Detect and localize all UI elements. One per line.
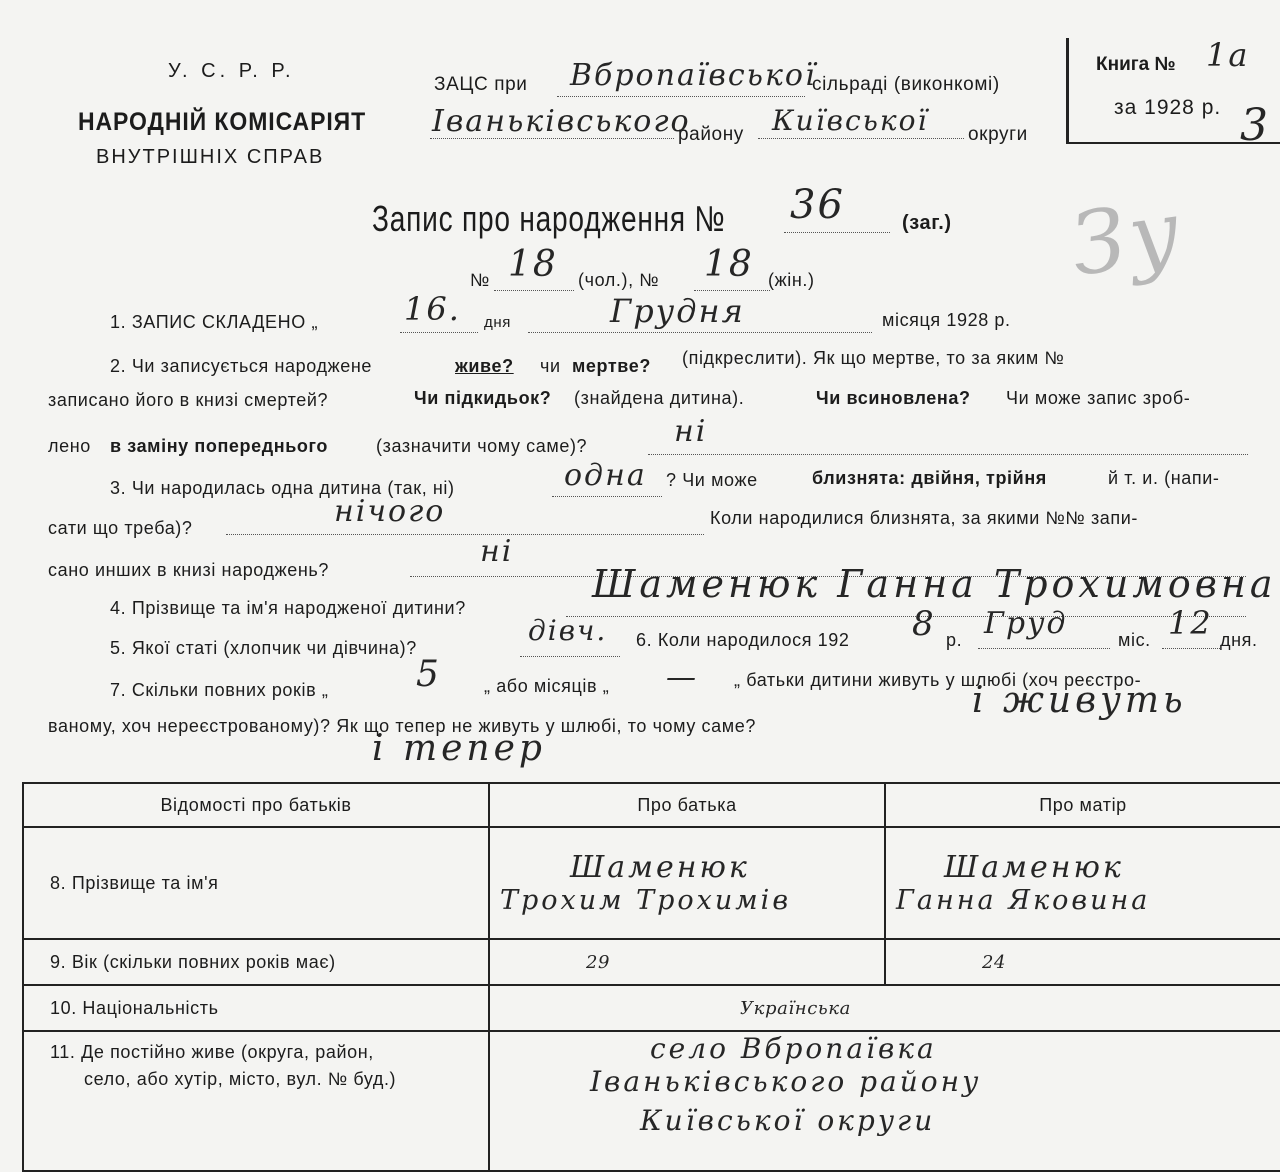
district-label: району	[678, 124, 744, 145]
row-age-label: 9. Вік (скільки повних років має)	[23, 939, 489, 985]
mother-given: Ганна Яковина	[896, 885, 1151, 916]
q3-line3-a: сано инших в книзі народжень?	[48, 560, 330, 580]
row-residence-cell	[23, 1031, 489, 1171]
q2-dead: мертве?	[572, 356, 651, 376]
q6-day: 12	[1168, 604, 1213, 642]
q7-answer1: і живуть	[972, 680, 1187, 721]
father-surname: Шаменюк	[570, 850, 750, 885]
col-father: Про батька	[489, 783, 885, 827]
q3-line2-a: сати що треба)?	[48, 518, 193, 538]
residence-line-3: Київської округи	[640, 1104, 936, 1137]
village-handwritten: Вбропаївської	[570, 58, 817, 93]
q1-month-label: місяця 1928 р.	[882, 310, 1011, 330]
residence-value-cell	[489, 1031, 1280, 1171]
q4-answer: Шаменюк Ганна Трохимовна	[592, 562, 1277, 606]
okrug-line	[758, 138, 964, 139]
col-mother: Про матір	[885, 783, 1280, 827]
record-number: 36	[790, 182, 845, 228]
q6-day-line	[1162, 648, 1220, 649]
q7-line2-a: ваному, хоч нереєстрованому)? Як що тепер не живуть у шлюбі, то чому саме?	[48, 716, 756, 736]
q5-answer-line	[520, 656, 620, 657]
table-row	[23, 939, 1280, 985]
row-nationality-label: 10. Національність	[23, 985, 489, 1031]
q2-line2-b: (знайдена дитина).	[574, 388, 745, 408]
record-number-line	[784, 232, 890, 233]
q1-month: Грудня	[610, 292, 745, 330]
ussr-label: У. С. Р. Р.	[168, 60, 295, 82]
q2-found: Чи підкидьок?	[414, 388, 552, 408]
female-label: (жін.)	[768, 270, 815, 290]
ministry-label: НАРОДНІЙ КОМІСАРІЯТ	[78, 108, 367, 136]
book-label: Книга №	[1096, 54, 1176, 75]
q6-month-label: міс.	[1118, 630, 1151, 650]
male-no-label: №	[470, 270, 490, 290]
mother-name-cell	[885, 827, 1280, 939]
record-total-label: (заг.)	[902, 212, 952, 234]
q3-line1-c: й т. и. (напи-	[1108, 468, 1220, 488]
nationality-value: Українська	[489, 985, 1280, 1031]
stamp-mark: Зу	[1065, 181, 1190, 296]
q7-years: 5	[416, 654, 441, 695]
q6-year-suffix: р.	[946, 630, 963, 650]
male-number: 18	[508, 244, 558, 285]
q6-day-label: дня.	[1220, 630, 1258, 650]
row-residence-label: 11. Де постійно живе (округа, район,	[50, 1042, 374, 1062]
q2-line1-a: 2. Чи записується народжене	[110, 356, 372, 376]
q3-answer1-line	[552, 496, 662, 497]
q6-year-digit: 8	[912, 604, 936, 644]
female-number: 18	[704, 244, 754, 285]
q3-line1-b: ? Чи може	[666, 470, 758, 490]
record-title: Запис про народження №	[372, 198, 726, 239]
q2-line2-a: записано його в книзі смертей?	[48, 390, 329, 410]
q2-line3-b: (зазначити чому саме)?	[376, 436, 588, 456]
q2-line1-c: (підкреслити). Як що мертве, то за яким №	[682, 348, 1065, 368]
q3-answer2: нічого	[334, 494, 446, 529]
residence-line-2: Іваньківського району	[590, 1065, 982, 1098]
parents-table	[22, 782, 1280, 1172]
book-year: за 1928 р.	[1114, 96, 1222, 119]
row-name-label: 8. Прізвище та ім'я	[23, 827, 489, 939]
table-row	[23, 985, 1280, 1031]
q2-answer-line	[648, 454, 1248, 455]
q4-label: 4. Прізвище та ім'я народженої дитини?	[110, 598, 466, 618]
q2-line1-b: чи	[540, 356, 561, 376]
q7-line1-a: 7. Скільки повних років „	[110, 680, 329, 700]
q5-label: 5. Якої статі (хлопчик чи дівчина)?	[110, 638, 417, 658]
female-no-line	[694, 290, 770, 291]
mother-age: 24	[885, 939, 1280, 985]
q1-day-label: дня	[484, 314, 511, 331]
q3-twins: близнята: двійня, трійня	[812, 468, 1047, 488]
q7-months: —	[666, 660, 698, 695]
district-handwritten: Іваньківського	[432, 104, 691, 139]
q7-line1-b: „ або місяців „	[484, 676, 610, 696]
q2-replacement: в заміну попереднього	[110, 436, 328, 456]
table-row	[23, 1031, 1280, 1171]
q1-label: 1. ЗАПИС СКЛАДЕНО „	[110, 312, 319, 332]
mother-surname: Шаменюк	[944, 850, 1124, 885]
council-label: сільраді (виконкомі)	[812, 74, 1000, 95]
q3-answer3: ні	[480, 534, 514, 569]
q6-month-line	[978, 648, 1110, 649]
q1-day: 16.	[404, 290, 461, 328]
margin-mark: 3	[1240, 100, 1270, 151]
q3-answer1: одна	[564, 458, 647, 493]
zags-prefix: ЗАЦС при	[434, 74, 528, 95]
father-given: Трохим Трохимів	[500, 885, 792, 916]
male-label: (чол.), №	[578, 270, 660, 290]
village-line	[557, 96, 805, 97]
q5-answer: дівч.	[528, 614, 608, 647]
q2-live: живе?	[455, 356, 514, 376]
okrug-handwritten: Київської	[772, 104, 929, 137]
col-parents-info: Відомості про батьків	[23, 783, 489, 827]
q1-month-line	[528, 332, 872, 333]
q7-answer2: і тепер	[372, 728, 546, 769]
table-row	[23, 827, 1280, 939]
q3-line2-b: Коли народилися близнята, за якими №№ запи-	[710, 508, 1139, 528]
q2-adopt: Чи всиновлена?	[816, 388, 971, 408]
q3-line1-a: 3. Чи народилась одна дитина (так, ні)	[110, 478, 455, 498]
male-no-line	[494, 290, 574, 291]
q2-line3-a: лено	[48, 436, 91, 456]
department-label: ВНУТРІШНІХ СПРАВ	[96, 146, 325, 168]
q7-line1-c: „ батьки дитини живуть у шлюбі (хоч реєстро-	[734, 670, 1142, 690]
q2-answer: ні	[674, 414, 708, 449]
q3-answer2-line	[226, 534, 704, 535]
q6-month: Груд	[984, 606, 1068, 641]
row-residence-label2: село, або хутір, місто, вул. № буд.)	[84, 1069, 397, 1089]
q1-day-line	[400, 332, 478, 333]
q2-line2-c: Чи може запис зроб-	[1006, 388, 1191, 408]
book-number: 1а	[1206, 36, 1250, 74]
father-name-cell	[489, 827, 885, 939]
okrug-label: округи	[968, 124, 1028, 145]
q4-answer-line	[566, 616, 1246, 617]
residence-line-1: село Вбропаївка	[650, 1032, 937, 1065]
parents-header-row	[23, 783, 1280, 827]
q6-label: 6. Коли народилося 192	[636, 630, 850, 650]
father-age: 29	[489, 939, 885, 985]
